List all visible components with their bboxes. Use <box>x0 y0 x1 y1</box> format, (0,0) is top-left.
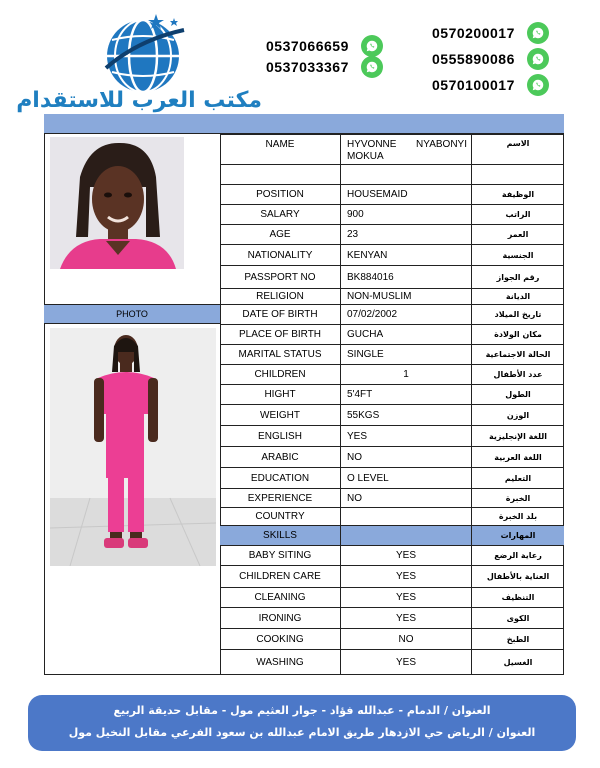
address-footer <box>28 695 576 751</box>
field-value: 5'4FT <box>341 385 472 404</box>
field-value: HOUSEMAID <box>341 185 472 204</box>
field-label-arabic: رعاية الرضع <box>494 551 542 560</box>
field-label: EDUCATION <box>220 468 341 488</box>
table-row <box>220 164 564 184</box>
field-label: PLACE OF BIRTH <box>220 325 341 344</box>
table-row <box>220 545 564 565</box>
table-row <box>220 384 564 404</box>
table-row <box>220 565 564 587</box>
field-label: NATIONALITY <box>220 245 341 265</box>
photo-label: PHOTO <box>44 304 220 324</box>
field-label-arabic: تاريخ الميلاد <box>494 310 542 319</box>
field-label-arabic: بلد الخبرة <box>498 512 538 521</box>
field-label: COUNTRY <box>220 508 341 525</box>
field-label-arabic: الطبخ <box>506 634 530 644</box>
field-label-arabic: الكوى <box>506 613 530 623</box>
table-row <box>220 204 564 224</box>
table-row <box>220 587 564 607</box>
field-label-arabic: العناية بالأطفال <box>486 572 550 581</box>
field-label-arabic: عدد الأطفال <box>493 370 543 379</box>
field-value: YES <box>341 588 472 607</box>
table-row <box>220 184 564 204</box>
whatsapp-icon <box>361 35 383 57</box>
table-row <box>220 265 564 288</box>
table-row <box>220 244 564 265</box>
field-value: HYVONNE NYABONYI MOKUA <box>341 135 472 164</box>
field-value: YES <box>341 608 472 628</box>
field-label: DATE OF BIRTH <box>220 305 341 324</box>
field-label: ARABIC <box>220 447 341 467</box>
table-row <box>220 404 564 425</box>
phone-number: 0537066659 <box>266 38 349 54</box>
full-body-photo <box>50 328 216 566</box>
table-row <box>220 488 564 507</box>
whatsapp-icon <box>527 22 549 44</box>
field-label: AGE <box>220 225 341 244</box>
phone-number: 0537033367 <box>266 59 349 75</box>
table-row <box>220 304 564 324</box>
logo-text: مكتب العرب للاستقدام <box>16 88 262 113</box>
field-label: ENGLISH <box>220 426 341 446</box>
table-row <box>220 134 564 164</box>
whatsapp-icon <box>361 56 383 78</box>
field-label: MARITAL STATUS <box>220 345 341 364</box>
field-value: YES <box>341 426 472 446</box>
field-label: BABY SITING <box>220 546 341 565</box>
whatsapp-icon <box>527 48 549 70</box>
field-label: WASHING <box>220 650 341 674</box>
field-value: BK884016 <box>341 266 472 288</box>
table-row <box>220 224 564 244</box>
field-value: 900 <box>341 205 472 224</box>
field-label-arabic: مكان الولادة <box>494 330 542 339</box>
phone-number: 0570100017 <box>432 77 515 93</box>
field-label: HIGHT <box>220 385 341 404</box>
table-row <box>220 425 564 446</box>
field-value: NO <box>341 489 472 507</box>
field-label: SALARY <box>220 205 341 224</box>
field-value: SINGLE <box>341 345 472 364</box>
field-value: YES <box>341 566 472 587</box>
field-value: 23 <box>341 225 472 244</box>
field-label-arabic: الحالة الاجتماعية <box>485 350 551 359</box>
table-row <box>220 364 564 384</box>
field-value: 1 <box>341 365 472 384</box>
field-label-arabic: الخبرة <box>505 493 531 503</box>
table-row <box>220 507 564 525</box>
field-label-arabic: التعليم <box>504 473 532 483</box>
phone-entry <box>432 74 549 96</box>
field-label: POSITION <box>220 185 341 204</box>
address-line: العنوان / الرياض حي الازدهار طريق الامام عبدالله بن سعود الفرعي مقابل النخيل مول <box>68 726 536 739</box>
field-label: IRONING <box>220 608 341 628</box>
field-label-arabic: الديانة <box>505 292 531 301</box>
table-row <box>220 344 564 364</box>
field-label-arabic: العمر <box>507 230 529 239</box>
field-value: 07/02/2002 <box>341 305 472 324</box>
field-label: CHILDREN <box>220 365 341 384</box>
table-row <box>220 467 564 488</box>
table-row <box>220 628 564 649</box>
field-label-arabic: اللغة الإنجليزية <box>489 431 547 441</box>
field-label: SKILLS <box>220 526 341 545</box>
field-value: GUCHA <box>341 325 472 344</box>
headshot-photo <box>50 137 184 269</box>
table-row <box>220 649 564 674</box>
table-row <box>220 324 564 344</box>
phone-number: 0570200017 <box>432 25 515 41</box>
phone-entry <box>432 22 549 44</box>
field-label-arabic: المهارات <box>500 531 536 540</box>
field-value: NO <box>341 447 472 467</box>
field-value: YES <box>341 650 472 674</box>
field-value: 55KGS <box>341 405 472 425</box>
field-label-arabic: الوظيفة <box>501 190 535 199</box>
field-value: YES <box>341 546 472 565</box>
field-label: WEIGHT <box>220 405 341 425</box>
address-line: العنوان / الدمام - عبدالله فؤاد - جوار العثيم مول - مقابل حديقة الربيع <box>113 704 491 717</box>
table-row <box>220 525 564 545</box>
field-label-arabic <box>472 165 564 184</box>
phone-entry <box>432 48 549 70</box>
field-label-arabic: الراتب <box>505 210 531 219</box>
table-row <box>220 288 564 304</box>
table-row <box>220 446 564 467</box>
field-value <box>341 165 472 184</box>
field-label: NAME <box>220 135 341 164</box>
table-header-band <box>44 114 564 134</box>
field-value: O LEVEL <box>341 468 472 488</box>
field-value <box>341 526 472 545</box>
field-label-arabic: الطول <box>505 390 531 399</box>
phone-number: 0555890086 <box>432 51 515 67</box>
field-label: PASSPORT NO <box>220 266 341 288</box>
logo-globe <box>98 10 188 100</box>
field-label-arabic: الغسيل <box>503 657 533 667</box>
table-row <box>220 607 564 628</box>
phone-entry <box>266 35 383 57</box>
field-label-arabic: اللغة العربية <box>494 452 542 462</box>
field-label: CLEANING <box>220 588 341 607</box>
field-value: NO <box>341 629 472 649</box>
field-label: CHILDREN CARE <box>220 566 341 587</box>
field-label-arabic: التنظيف <box>501 593 535 602</box>
field-label: COOKING <box>220 629 341 649</box>
field-label: RELIGION <box>220 289 341 304</box>
field-label-arabic: الجنسية <box>502 250 534 260</box>
field-label-arabic: الاسم <box>506 139 530 148</box>
field-label: EXPERIENCE <box>220 489 341 507</box>
field-value <box>341 508 472 525</box>
phone-entry <box>266 56 383 78</box>
field-value: NON-MUSLIM <box>341 289 472 304</box>
field-label-arabic: رقم الجواز <box>496 272 540 282</box>
field-label <box>220 165 341 184</box>
whatsapp-icon <box>527 74 549 96</box>
field-value: KENYAN <box>341 245 472 265</box>
field-label-arabic: الوزن <box>506 410 530 420</box>
